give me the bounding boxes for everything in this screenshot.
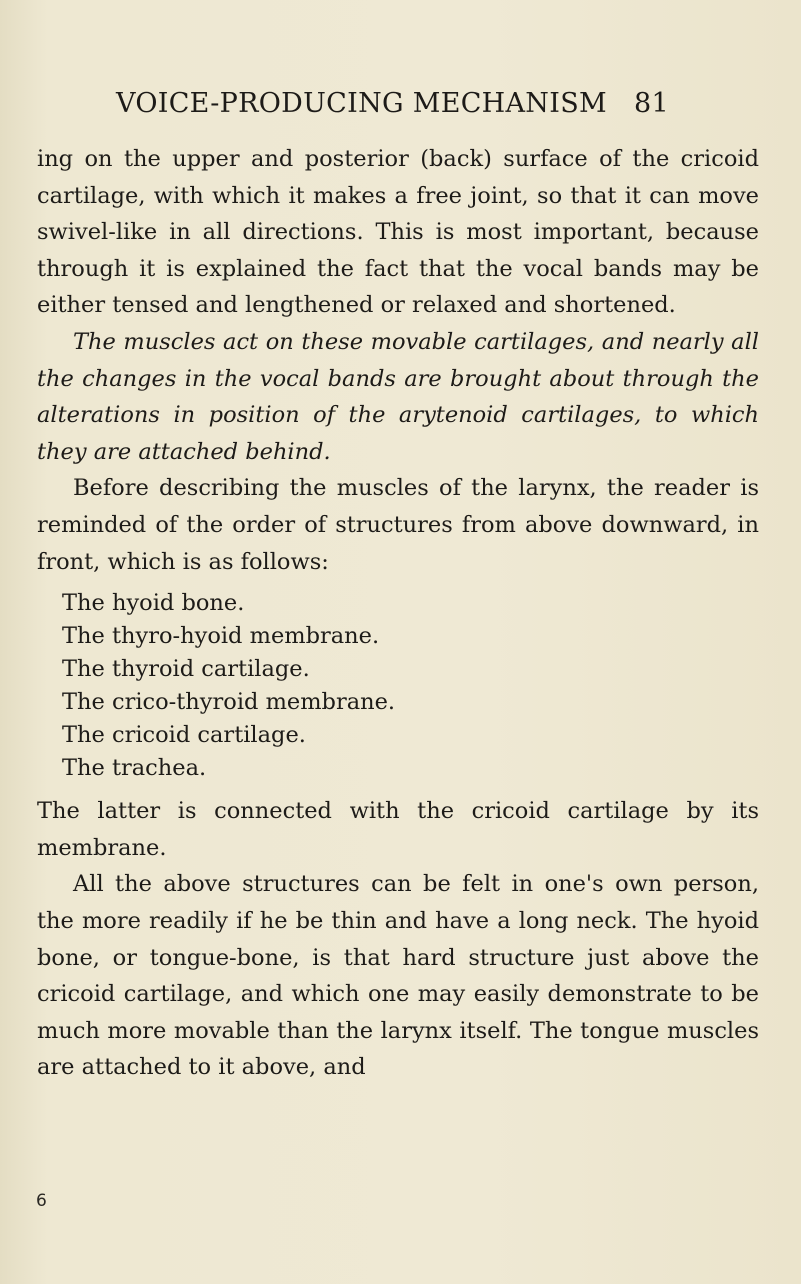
paragraph-continued: ing on the upper and posterior (back) surface of the cricoid cartilage, with which it makes a free joint, so that it can move swivel-like in all directions. This is most important, because through it is explained the fact that the vocal bands may be either tensed and lengthened or relaxed and shortened. — [37, 146, 759, 319]
paragraph-palpation: All the above structures can be felt in one's own person, the more readily if he be thin and have a long neck. The hyoid bone, or tongue-bone, is that hard structure just above the cricoid cartilage, and which one may easily demonstrate to be much more movable than the larynx itself. The tongue muscles are attached to it above, and — [37, 871, 759, 1081]
page-body — [37, 141, 759, 1086]
running-title: VOICE-PRODUCING MECHANISM — [116, 88, 607, 119]
page-number: 81 — [634, 88, 669, 119]
list-item: The cricoid cartilage. — [62, 722, 306, 749]
list-item: The hyoid bone. — [62, 590, 245, 617]
signature-mark: 6 — [36, 1191, 47, 1211]
paragraph-intro-list: Before describing the muscles of the larynx, the reader is reminded of the order of structures from above downward, in front, which is as follows: — [37, 475, 759, 575]
page-header — [116, 88, 669, 119]
list-item: The thyro-hyoid membrane. — [62, 623, 380, 650]
paragraph-italic-emphasis: The muscles act on these movable cartilages, and nearly all the changes in the vocal bands are brought about through the alterations in position of the arytenoid cartilages, to which they are attached behind. — [37, 328, 759, 465]
list-item: The crico-thyroid membrane. — [62, 689, 396, 716]
list-item: The thyroid cartilage. — [62, 656, 310, 683]
paragraph-trachea-note: The latter is connected with the cricoid cartilage by its membrane. — [37, 798, 759, 861]
structures-list — [37, 587, 759, 785]
list-item: The trachea. — [62, 755, 207, 782]
